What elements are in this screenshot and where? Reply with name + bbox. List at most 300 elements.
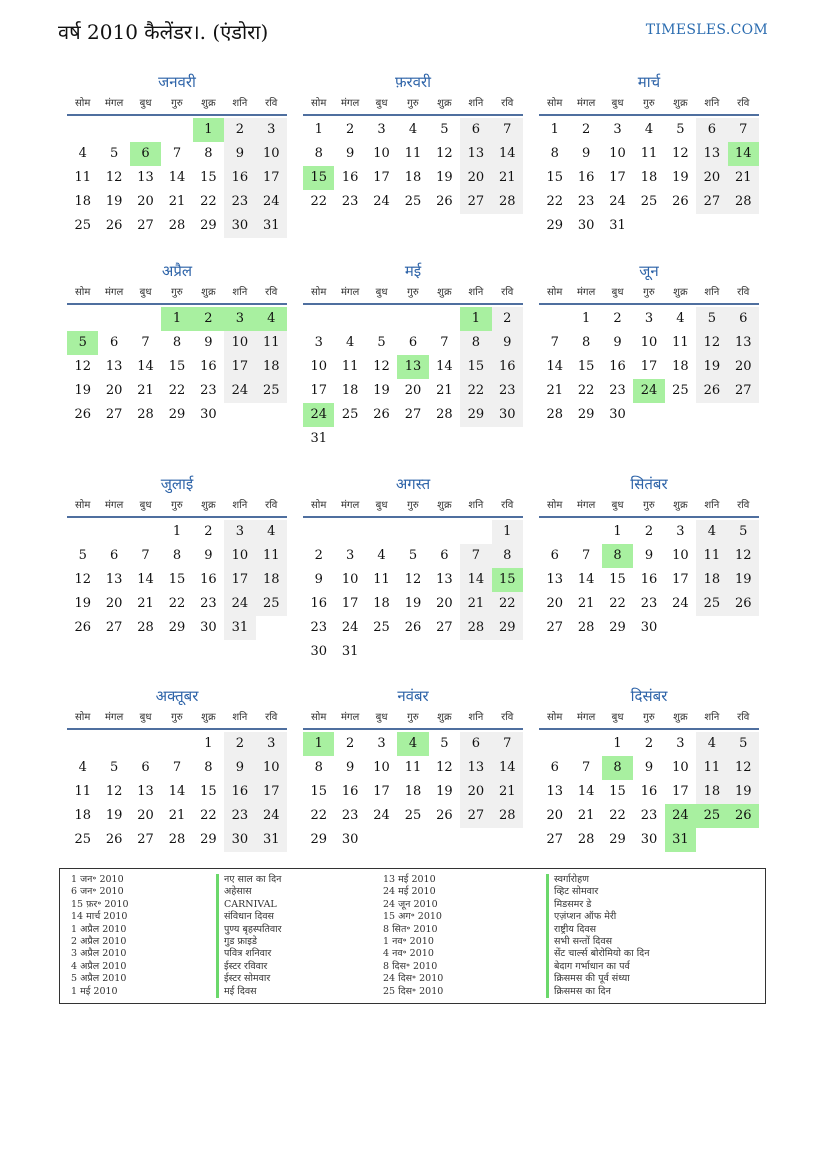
day-cell: 1 (581, 311, 591, 326)
day-cell: 15 (546, 170, 563, 185)
day-cell: 6 (696, 118, 727, 142)
day-cell: 19 (436, 170, 453, 185)
day-cell: 11 (696, 544, 727, 568)
month-name: अप्रैल (161, 262, 193, 280)
day-cell: 18 (341, 383, 359, 398)
day-cell: 3 (345, 548, 355, 563)
day-cell: 8 (492, 544, 523, 568)
weekday-label: रवि (737, 287, 750, 298)
weekday-label: शुक्र (673, 712, 688, 723)
day-cell: 6 (109, 335, 119, 350)
weekday-header (303, 498, 523, 518)
day-cell: 20 (436, 596, 453, 611)
weekday-label: शुक्र (201, 287, 216, 298)
day-cell: 13 (105, 572, 123, 587)
day-cell: 24 (341, 620, 359, 635)
day-cell: 24 (609, 194, 626, 209)
day-cell: 25 (256, 379, 287, 403)
weekday-header (539, 498, 759, 518)
day-cell: 7 (492, 118, 523, 142)
empty-cell (67, 732, 98, 756)
month-10 (67, 686, 287, 852)
day-grid (539, 732, 759, 852)
day-cell: 10 (373, 760, 390, 775)
day-cell: 21 (546, 383, 563, 398)
day-cell: 14 (492, 756, 523, 780)
day-cell: 7 (550, 335, 559, 350)
weekday-label: बुध (375, 500, 388, 511)
day-cell: 1 (550, 122, 559, 137)
day-cell: 2 (345, 736, 355, 751)
day-cell: 12 (728, 756, 759, 780)
month-name: मई (404, 262, 422, 280)
legend-date: 4 अप्रैल 2010 (71, 960, 127, 972)
day-cell: 25 (373, 620, 390, 635)
day-cell: 5 (109, 760, 119, 775)
weekday-label: बुध (139, 287, 152, 298)
day-cell: 22 (492, 592, 523, 616)
day-cell: 10 (256, 142, 287, 166)
day-grid (303, 520, 523, 664)
holiday-day: 1 (460, 307, 491, 331)
day-cell: 16 (341, 784, 359, 799)
legend-holiday-name: मई दिवस (216, 986, 282, 998)
day-cell: 10 (672, 548, 689, 563)
day-cell: 10 (310, 359, 327, 374)
weekday-label: बुध (611, 712, 624, 723)
day-cell: 14 (168, 784, 186, 799)
day-cell: 12 (74, 359, 91, 374)
day-cell: 7 (728, 118, 759, 142)
day-cell: 9 (644, 548, 654, 563)
day-cell: 28 (546, 407, 563, 422)
legend-holiday-name: संविधान दिवस (216, 911, 282, 923)
day-cell: 13 (546, 784, 563, 799)
day-cell: 21 (168, 194, 186, 209)
weekday-label: मंगल (340, 500, 360, 511)
day-cell: 22 (577, 383, 595, 398)
day-cell: 21 (728, 166, 759, 190)
holiday-day: 24 (633, 379, 664, 403)
day-cell: 19 (105, 194, 123, 209)
empty-cell (130, 118, 161, 142)
holiday-day: 1 (303, 732, 334, 756)
day-cell: 20 (137, 808, 154, 823)
day-cell: 7 (581, 760, 591, 775)
weekday-label: रवि (501, 500, 514, 511)
day-cell: 18 (256, 355, 287, 379)
day-cell: 23 (200, 383, 217, 398)
day-cell: 17 (373, 170, 390, 185)
weekday-label: मंगल (104, 712, 124, 723)
day-cell: 24 (256, 190, 287, 214)
day-cell: 9 (204, 548, 213, 563)
legend-date: 1 अप्रैल 2010 (71, 923, 127, 935)
day-cell: 2 (224, 118, 255, 142)
day-cell: 21 (577, 596, 595, 611)
legend-date: 8 सित॰ 2010 (383, 923, 438, 935)
weekday-label: शुक्र (437, 712, 452, 723)
weekday-label: गुरु (643, 287, 655, 298)
day-cell: 20 (105, 383, 123, 398)
weekday-label: शुक्र (673, 287, 688, 298)
day-cell: 10 (640, 335, 658, 350)
day-cell: 8 (581, 335, 591, 350)
day-cell: 23 (609, 383, 626, 398)
holiday-day: 8 (602, 756, 633, 780)
weekday-label: सोम (75, 712, 91, 723)
day-cell: 7 (141, 335, 150, 350)
legend-holiday-name: सभी सन्तों दिवस (546, 936, 649, 948)
month-name: नवंबर (397, 687, 429, 705)
weekday-label: मंगल (104, 287, 124, 298)
day-cell: 23 (200, 596, 217, 611)
day-cell: 17 (672, 784, 689, 799)
day-cell: 30 (609, 407, 626, 422)
day-cell: 15 (609, 784, 626, 799)
day-cell: 9 (613, 335, 622, 350)
legend-date: 2 अप्रैल 2010 (71, 936, 127, 948)
day-cell: 19 (105, 808, 123, 823)
day-cell: 12 (105, 784, 123, 799)
day-cell: 29 (609, 620, 626, 635)
day-cell: 4 (408, 122, 418, 137)
day-cell: 20 (728, 355, 759, 379)
day-cell: 20 (460, 166, 491, 190)
day-cell: 22 (460, 379, 491, 403)
holiday-day: 15 (492, 568, 523, 592)
empty-cell (570, 520, 601, 544)
legend-holiday-name: मिडसमर डे (546, 899, 649, 911)
day-cell: 29 (546, 218, 563, 233)
site-link[interactable]: TIMESLES.COM (645, 22, 768, 38)
weekday-label: बुध (375, 98, 388, 109)
day-grid (303, 732, 523, 852)
day-cell: 15 (168, 359, 186, 374)
day-cell: 5 (440, 122, 449, 137)
day-cell: 26 (672, 194, 689, 209)
day-cell: 16 (640, 572, 658, 587)
day-cell: 21 (492, 780, 523, 804)
day-cell: 4 (78, 146, 87, 161)
weekday-header (539, 285, 759, 305)
weekday-header (67, 710, 287, 730)
day-cell: 23 (577, 194, 595, 209)
day-cell: 18 (640, 170, 658, 185)
weekday-header (67, 498, 287, 518)
day-cell: 29 (460, 403, 491, 427)
month-name: अगस्त (395, 475, 431, 493)
day-cell: 5 (728, 520, 759, 544)
day-cell: 22 (168, 596, 186, 611)
weekday-label: शुक्र (437, 98, 452, 109)
holiday-day: 1 (193, 118, 224, 142)
day-grid (67, 307, 287, 427)
day-cell: 7 (172, 760, 182, 775)
day-cell: 1 (204, 736, 213, 751)
weekday-label: मंगल (104, 98, 124, 109)
weekday-label: गुरु (171, 712, 183, 723)
day-cell: 4 (644, 122, 654, 137)
day-cell: 12 (74, 572, 91, 587)
empty-cell (130, 307, 161, 331)
day-cell: 21 (168, 808, 186, 823)
day-cell: 17 (373, 784, 390, 799)
day-cell: 17 (640, 359, 658, 374)
weekday-label: रवि (265, 98, 278, 109)
day-cell: 30 (341, 832, 359, 847)
day-cell: 23 (640, 808, 658, 823)
day-cell: 9 (224, 142, 255, 166)
day-cell: 13 (105, 359, 123, 374)
day-cell: 5 (377, 335, 386, 350)
day-cell: 14 (436, 359, 453, 374)
day-cell: 2 (314, 548, 323, 563)
day-cell: 18 (696, 568, 727, 592)
day-cell: 9 (581, 146, 591, 161)
day-cell: 1 (492, 520, 523, 544)
day-cell: 26 (404, 620, 422, 635)
weekday-label: रवि (737, 98, 750, 109)
day-cell: 6 (550, 760, 559, 775)
day-cell: 2 (204, 524, 213, 539)
day-cell: 12 (436, 760, 453, 775)
day-cell: 25 (74, 832, 91, 847)
day-cell: 10 (224, 544, 255, 568)
day-cell: 17 (256, 780, 287, 804)
weekday-label: शुक्र (437, 500, 452, 511)
day-cell: 3 (377, 736, 386, 751)
day-cell: 19 (436, 784, 453, 799)
weekday-label: शनि (704, 98, 720, 109)
empty-cell (98, 520, 129, 544)
day-cell: 21 (460, 592, 491, 616)
day-cell: 21 (577, 808, 595, 823)
day-cell: 18 (404, 170, 422, 185)
day-cell: 5 (408, 548, 418, 563)
legend-date: 24 मई 2010 (383, 886, 436, 898)
day-cell: 31 (224, 616, 255, 640)
weekday-label: गुरु (407, 287, 419, 298)
day-cell: 11 (404, 760, 422, 775)
empty-cell (98, 732, 129, 756)
month-name: दिसंबर (630, 687, 668, 705)
day-cell: 1 (613, 524, 622, 539)
day-cell: 14 (137, 572, 154, 587)
day-cell: 28 (492, 804, 523, 828)
day-cell: 20 (137, 194, 154, 209)
weekday-label: बुध (139, 98, 152, 109)
month-name: सितंबर (630, 475, 668, 493)
day-cell: 22 (609, 596, 626, 611)
day-cell: 24 (672, 596, 689, 611)
day-cell: 11 (256, 331, 287, 355)
legend-holiday-name: राष्ट्रीय दिवस (546, 924, 649, 936)
weekday-header (303, 710, 523, 730)
weekday-label: सोम (311, 287, 327, 298)
day-cell: 19 (672, 170, 689, 185)
holiday-day: 14 (728, 142, 759, 166)
legend-date: 1 जन॰ 2010 (71, 874, 124, 885)
day-cell: 31 (341, 644, 359, 659)
day-cell: 5 (109, 146, 119, 161)
day-cell: 9 (345, 760, 355, 775)
day-cell: 7 (581, 548, 591, 563)
day-cell: 15 (460, 355, 491, 379)
day-cell: 2 (224, 732, 255, 756)
weekday-label: मंगल (340, 287, 360, 298)
weekday-label: रवि (265, 712, 278, 723)
day-cell: 15 (200, 170, 217, 185)
day-cell: 11 (74, 784, 91, 799)
day-cell: 28 (137, 620, 154, 635)
month-3 (539, 72, 759, 238)
day-cell: 16 (310, 596, 327, 611)
empty-cell (429, 520, 460, 544)
day-cell: 27 (546, 832, 563, 847)
day-cell: 29 (609, 832, 626, 847)
weekday-label: रवि (265, 500, 278, 511)
day-cell: 4 (676, 311, 685, 326)
day-cell: 6 (728, 307, 759, 331)
legend-date: 24 जून 2010 (383, 898, 438, 910)
weekday-label: शुक्र (201, 712, 216, 723)
day-cell: 26 (74, 620, 91, 635)
day-cell: 17 (672, 572, 689, 587)
holiday-day: 2 (193, 307, 224, 331)
day-cell: 30 (200, 407, 217, 422)
month-6 (539, 261, 759, 427)
day-cell: 4 (78, 760, 87, 775)
empty-cell (539, 307, 570, 331)
day-cell: 10 (672, 760, 689, 775)
weekday-label: बुध (611, 287, 624, 298)
empty-cell (161, 732, 192, 756)
day-cell: 27 (137, 218, 154, 233)
weekday-label: सोम (547, 287, 563, 298)
legend-holiday-name: अहेसास (216, 886, 282, 898)
legend-names-2 (546, 874, 649, 998)
legend-holiday-name: पुण्य बृहस्पतिवार (216, 924, 282, 936)
day-cell: 6 (440, 548, 449, 563)
weekday-label: बुध (139, 500, 152, 511)
day-cell: 5 (78, 548, 87, 563)
weekday-label: मंगल (576, 500, 596, 511)
weekday-label: शनि (704, 712, 720, 723)
day-cell: 11 (256, 544, 287, 568)
day-cell: 15 (200, 784, 217, 799)
weekday-label: सोम (75, 98, 91, 109)
day-cell: 23 (492, 379, 523, 403)
holiday-day: 6 (130, 142, 161, 166)
day-cell: 28 (728, 190, 759, 214)
day-cell: 28 (168, 832, 186, 847)
day-cell: 6 (460, 732, 491, 756)
day-cell: 14 (577, 784, 595, 799)
weekday-label: सोम (311, 500, 327, 511)
day-cell: 20 (404, 383, 422, 398)
day-cell: 7 (440, 335, 449, 350)
day-cell: 26 (436, 194, 453, 209)
day-cell: 3 (676, 524, 685, 539)
legend-date: 13 मई 2010 (383, 874, 436, 885)
day-cell: 31 (256, 214, 287, 238)
empty-cell (98, 307, 129, 331)
day-cell: 24 (224, 379, 255, 403)
day-cell: 8 (172, 548, 182, 563)
weekday-label: गुरु (171, 98, 183, 109)
day-cell: 24 (224, 592, 255, 616)
weekday-label: शनि (232, 500, 248, 511)
day-cell: 8 (204, 760, 213, 775)
day-cell: 18 (696, 780, 727, 804)
day-cell: 23 (310, 620, 327, 635)
day-cell: 12 (696, 331, 727, 355)
day-grid (539, 118, 759, 238)
day-cell: 13 (460, 142, 491, 166)
holiday-day: 4 (397, 732, 428, 756)
day-cell: 4 (345, 335, 355, 350)
day-cell: 27 (137, 832, 154, 847)
day-cell: 16 (224, 166, 255, 190)
day-cell: 4 (256, 520, 287, 544)
day-cell: 17 (310, 383, 327, 398)
day-cell: 1 (613, 736, 622, 751)
day-cell: 14 (168, 170, 186, 185)
weekday-label: सोम (547, 712, 563, 723)
day-cell: 6 (460, 118, 491, 142)
weekday-label: बुध (611, 98, 624, 109)
legend-names-1 (216, 874, 282, 998)
day-cell: 29 (200, 832, 217, 847)
day-cell: 28 (168, 218, 186, 233)
month-9 (539, 474, 759, 640)
empty-cell (130, 732, 161, 756)
weekday-label: शुक्र (437, 287, 452, 298)
day-cell: 9 (204, 335, 213, 350)
day-cell: 11 (404, 146, 422, 161)
day-cell: 19 (74, 383, 91, 398)
day-cell: 12 (404, 572, 422, 587)
day-cell: 29 (492, 616, 523, 640)
holiday-day: 24 (303, 403, 334, 427)
holiday-legend (59, 868, 766, 1004)
legend-date: 1 नव॰ 2010 (383, 936, 434, 948)
day-cell: 21 (436, 383, 453, 398)
day-cell: 29 (168, 620, 186, 635)
weekday-label: शुक्र (673, 500, 688, 511)
day-cell: 30 (200, 620, 217, 635)
weekday-label: मंगल (576, 98, 596, 109)
holiday-day: 15 (303, 166, 334, 190)
empty-cell (539, 732, 570, 756)
empty-cell (161, 118, 192, 142)
legend-date: 6 जन॰ 2010 (71, 886, 124, 898)
holiday-day: 8 (602, 544, 633, 568)
day-cell: 22 (310, 808, 327, 823)
day-cell: 8 (314, 146, 323, 161)
day-cell: 22 (546, 194, 563, 209)
day-grid (539, 307, 759, 427)
day-cell: 30 (310, 644, 327, 659)
day-cell: 20 (105, 596, 123, 611)
weekday-label: मंगल (104, 500, 124, 511)
weekday-label: बुध (375, 287, 388, 298)
day-cell: 27 (546, 620, 563, 635)
day-cell: 7 (141, 548, 150, 563)
legend-holiday-name: क्रिसमस का दिन (546, 986, 649, 998)
day-cell: 27 (105, 620, 123, 635)
